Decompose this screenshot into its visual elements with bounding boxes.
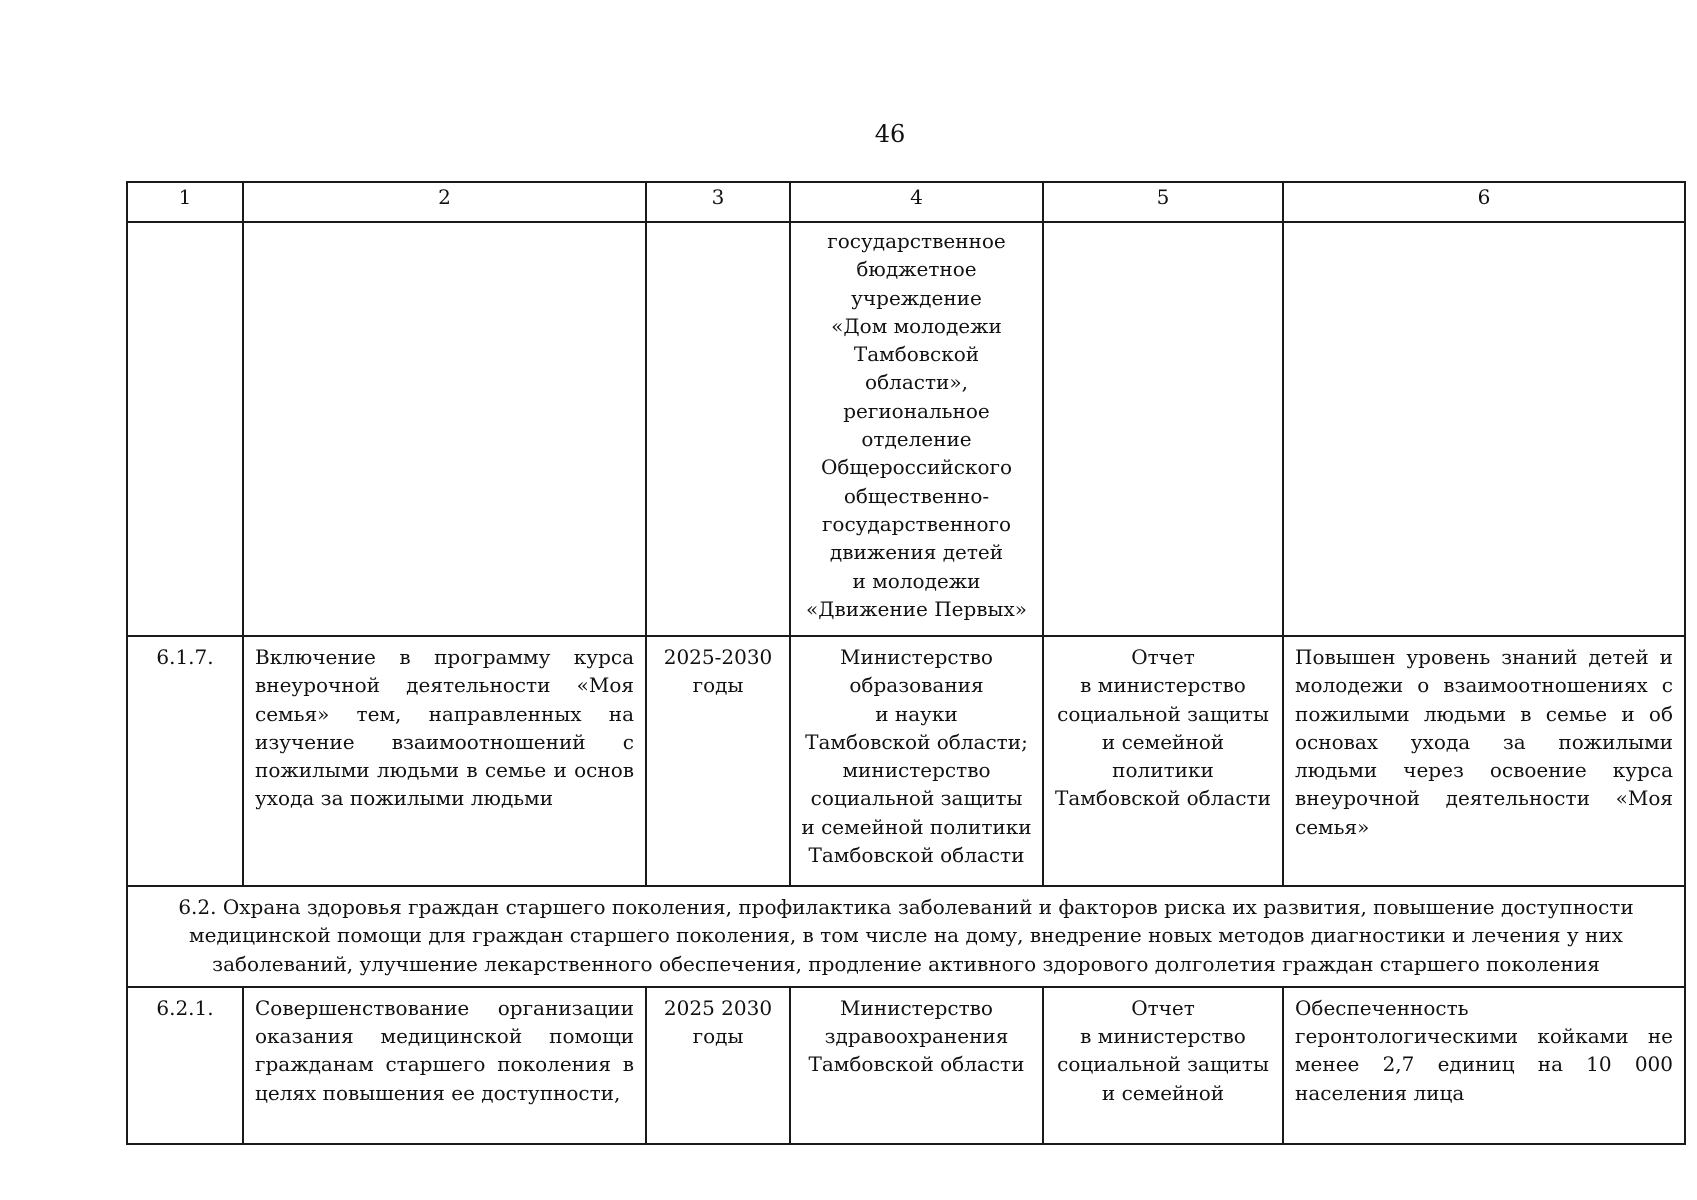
executor-continuation-cell [790,222,1043,636]
section-heading-row-6-2 [127,886,1685,987]
executor-cell [790,987,1043,1144]
text-line: «Движение Первых» [806,596,1027,621]
text-line: 2025 2030 [663,995,773,1020]
header-cell: 2 [243,182,646,222]
text-line: Тамбовской области; [805,729,1028,754]
table-row-6-1-7 [127,636,1685,886]
measure-cell: Включение в программу курса внеурочной деятельности «Моя семья» тем, направленных на изучение взаимоотношений с пожилыми людьми в семье и основ ухода за пожилыми людьми [243,636,646,886]
table-row-6-2-1 [127,987,1685,1144]
text-line: Министерство [840,645,993,669]
header-cell: 3 [646,182,790,222]
text-line: области», [865,370,968,395]
text-line: общественно- [843,483,990,508]
text-line: в министерство [1080,673,1246,698]
text-line: образования [849,673,984,698]
section-heading-line: заболеваний, улучшение лекарственного обеспечения, продление активного здорового долголетия граждан старшего поколения [212,951,1600,976]
text-line: Тамбовской области [808,843,1025,868]
text-line: «Дом молодежи [831,313,1002,338]
table-cell-empty [1043,222,1283,636]
table-cell-empty [243,222,646,636]
text-line: министерство [842,758,991,783]
text-line: и молодежи [852,568,981,593]
text-line: движения детей [829,540,1004,565]
text-line: и семейной [1101,729,1225,754]
header-cell: 1 [127,182,243,222]
section-heading-cell [127,886,1685,987]
table-cell-empty [127,222,243,636]
executor-cell [790,636,1043,886]
text-line: социальной защиты [1057,1052,1269,1077]
header-cell: 4 [790,182,1043,222]
row-number-cell: 6.2.1. [127,987,243,1144]
text-line: Отчет [1131,645,1195,669]
section-heading-line: медицинской помощи для граждан старшего поколения, в том числе на дому, внедрение новых методов диагностики и лечения у них [189,923,1623,948]
table-cell-empty [1283,222,1685,636]
text-line: социальной защиты [1057,701,1269,726]
page-number: 46 [874,120,906,148]
result-cell: Повышен уровень знаний детей и молодежи о взаимоотношениях с пожилыми людьми в семье и об основах ухода за пожилыми людьми через освоение курса внеурочной деятельности «Моя семья» [1283,636,1685,886]
header-cell: 5 [1043,182,1283,222]
text-line: в министерство [1080,1024,1246,1049]
text-line: Министерство [840,995,993,1020]
row-number-cell: 6.1.7. [127,636,243,886]
text-line: Общероссийского [820,455,1013,480]
text-line: годы [692,673,744,698]
report-cell [1043,987,1283,1144]
text-line: бюджетное [856,257,977,282]
table-header-row [127,182,1685,222]
text-line: Отчет [1131,995,1195,1020]
table-cell-empty [646,222,790,636]
text-line: и семейной [1101,1080,1225,1105]
text-line: государственное [827,229,1006,253]
result-cell: Обеспеченность геронтологическими койками не менее 2,7 единиц на 10 000 населения лица [1283,987,1685,1144]
text-line: отделение [861,427,972,452]
text-line: Тамбовской [853,342,980,367]
period-cell [646,987,790,1144]
header-cell: 6 [1283,182,1685,222]
table-row-continuation [127,222,1685,636]
text-line: политики [1112,758,1214,783]
measures-table [126,181,1686,1145]
text-line: и семейной политики [801,814,1032,839]
text-line: 2025-2030 [663,645,773,669]
text-line: и науки [875,701,958,726]
period-cell [646,636,790,886]
measure-cell: Совершенствование организации оказания медицинской помощи гражданам старшего поколения в целях повышения ее доступности, [243,987,646,1144]
report-cell [1043,636,1283,886]
text-line: социальной защиты [810,786,1023,811]
text-line: Тамбовской области [808,1052,1025,1077]
section-heading-line: 6.2. Охрана здоровья граждан старшего поколения, профилактика заболеваний и факторов риска их развития, повышение доступности [178,895,1634,919]
text-line: учреждение [851,285,982,310]
text-line: Тамбовской области [1055,786,1271,811]
text-line: региональное [843,398,990,423]
text-line: государственного [821,511,1012,536]
text-line: здравоохранения [824,1024,1009,1049]
text-line: годы [692,1024,744,1049]
